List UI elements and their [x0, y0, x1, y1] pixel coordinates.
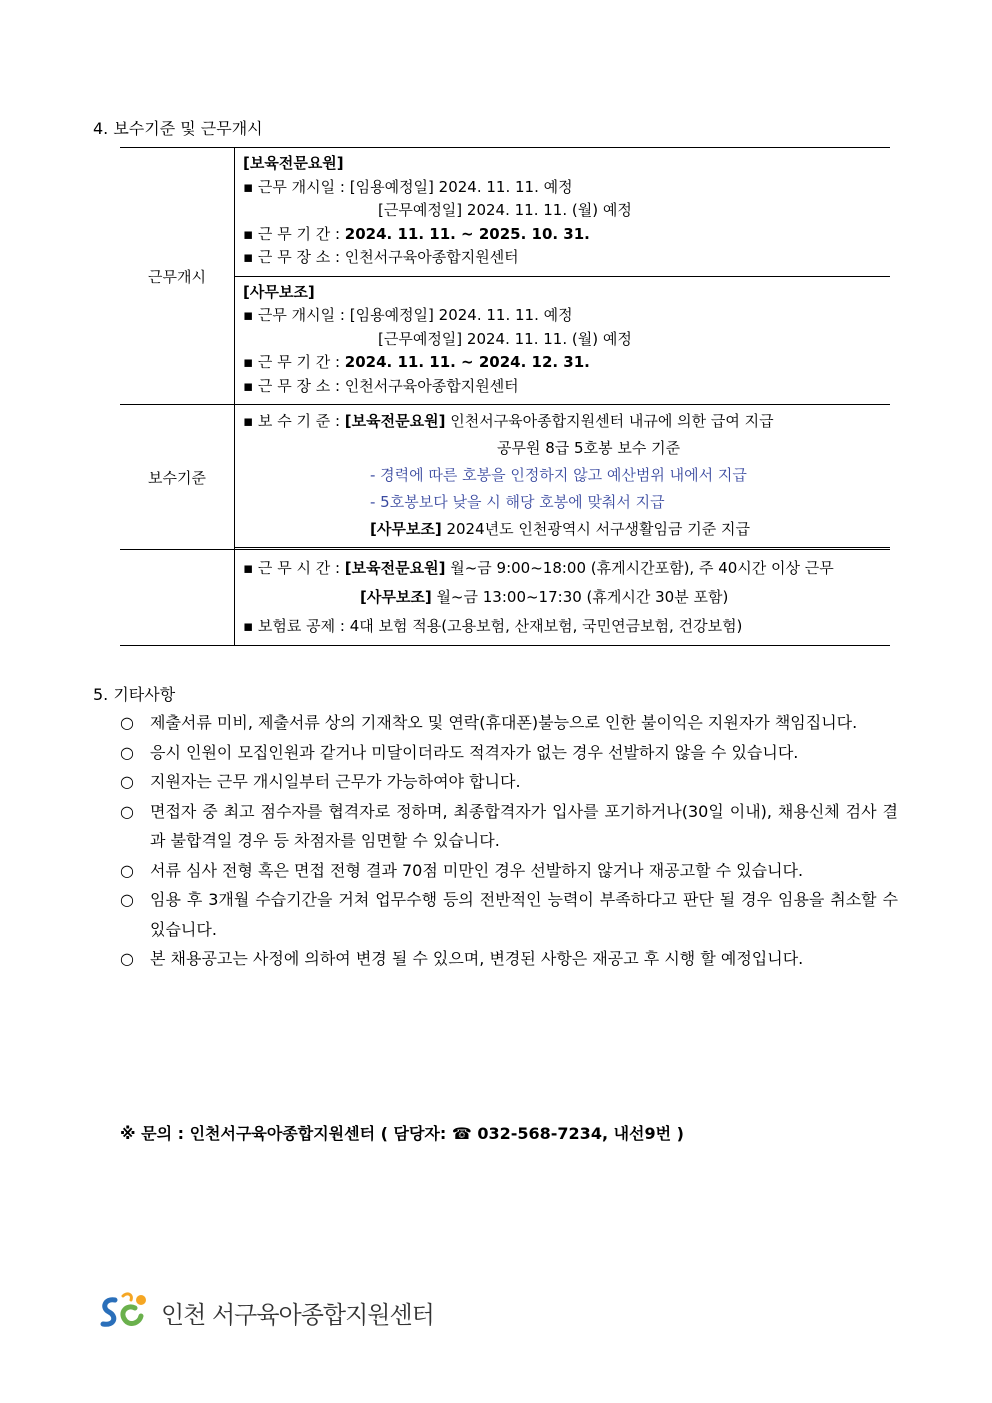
insurance-line: ▪ 보험료 공제 : 4대 보험 적용(고용보험, 산재보험, 국민연금보험, 건강보험) — [243, 617, 743, 635]
pay-text-3: 2024년도 인천광역시 서구생활임금 기준 지급 — [441, 520, 751, 538]
period-label: ▪ 근 무 기 간 : — [243, 353, 345, 371]
hours-line-1 — [243, 554, 890, 583]
period-label: ▪ 근 무 기 간 : — [243, 224, 345, 243]
pay-line-assistant — [243, 516, 890, 543]
bullet-circle-icon: ○ — [120, 949, 134, 968]
period-value: 2024. 11. 11. ~ 2024. 12. 31. — [344, 353, 590, 371]
pay-line-2: 공무원 8급 5호봉 보수 기준 — [497, 439, 681, 457]
list-item-text: 본 채용공고는 사정에 의하여 변경 될 수 있으며, 변경된 사항은 재공고 후 시행 할 예정입니다. — [150, 949, 804, 968]
list-item-text: 제출서류 미비, 제출서류 상의 기재착오 및 연락(휴대폰)불능으로 인한 불이익은 지원자가 책임집니다. — [150, 713, 858, 732]
pay-note-2: - 5호봉보다 낮을 시 해당 호봉에 맞춰서 지급 — [370, 493, 665, 511]
pay-standard-cell — [235, 405, 891, 550]
bullet-circle-icon: ○ — [120, 890, 134, 909]
bullet-circle-icon: ○ — [120, 772, 134, 791]
work-start-label: 근무개시 — [120, 148, 235, 405]
block-office-assistant — [235, 276, 891, 405]
list-item — [120, 944, 898, 974]
bullet-circle-icon: ○ — [120, 860, 134, 880]
list-item — [120, 738, 898, 768]
pay-note-1: - 경력에 따른 호봉을 인정하지 않고 예산범위 내에서 지급 — [370, 466, 747, 484]
hours-label: ▪ 근 무 시 간 : — [243, 559, 345, 577]
start-date-line: ▪ 근무 개시일 : [임용예정일] 2024. 11. 11. 예정 — [243, 177, 573, 196]
other-notes-list — [120, 708, 898, 974]
pay-label: ▪ 보 수 기 준 : — [243, 412, 345, 430]
list-item — [120, 885, 898, 944]
center-logo-icon — [97, 1290, 153, 1334]
inquiry-line: ※ 문의 : 인천서구육아종합지원센터 ( 담당자: ☎ 032-568-7234, 내선9번 ) — [120, 1124, 684, 1143]
list-item-text: 응시 인원이 모집인원과 같거나 미달이더라도 적격자가 없는 경우 선발하지 않을 수 있습니다. — [150, 742, 799, 762]
list-item-text: 임용 후 3개월 수습기간을 거쳐 업무수행 등의 전반적인 능력이 부족하다고 판단 될 경우 임용을 취소할 수 있습니다. — [150, 890, 898, 939]
block-heading: [보육전문요원] — [243, 154, 344, 172]
list-item-text: 서류 심사 전형 혹은 면접 전형 결과 70점 미만인 경우 선발하지 않거나 재공고할 수 있습니다. — [150, 860, 804, 880]
block-heading: [사무보조] — [243, 282, 315, 301]
hours-label-cell — [120, 548, 235, 646]
list-item — [120, 767, 898, 797]
center-logo — [97, 1290, 434, 1334]
pay-standard-label: 보수기준 — [120, 405, 235, 550]
period-line — [243, 223, 890, 247]
section-4-title: 4. 보수기준 및 근무개시 — [93, 119, 263, 138]
pay-line-1 — [243, 408, 890, 435]
hours-text-2: 월~금 13:00~17:30 (휴게시간 30분 포함) — [431, 588, 729, 606]
section-5-title: 5. 기타사항 — [93, 685, 176, 704]
center-logo-text: 인천 서구육아종합지원센터 — [161, 1300, 434, 1329]
list-item — [120, 797, 898, 856]
bullet-circle-icon: ○ — [120, 713, 134, 732]
place-line: ▪ 근 무 장 소 : 인천서구육아종합지원센터 — [243, 376, 519, 395]
hours-tag-assistant: [사무보조] — [360, 588, 432, 606]
bullet-circle-icon: ○ — [120, 801, 134, 821]
hours-text-1: 월~금 9:00~18:00 (휴게시간포함), 주 40시간 이상 근무 — [445, 559, 834, 577]
hours-cell — [235, 548, 891, 646]
list-item — [120, 856, 898, 886]
pay-text-1: 인천서구육아종합지원센터 내규에 의한 급여 지급 — [445, 412, 774, 430]
pay-tag-specialist: [보육전문요원] — [344, 412, 446, 430]
list-item-text: 지원자는 근무 개시일부터 근무가 가능하여야 합니다. — [150, 772, 521, 791]
list-item-text: 면접자 중 최고 점수자를 협격자로 정하며, 최종합격자가 입사를 포기하거나(30일 이내), 채용신체 검사 결과 불합격일 경우 등 차점자를 임면할 수 있습니다. — [150, 801, 898, 850]
hours-tag-specialist: [보육전문요원] — [344, 559, 446, 577]
place-line: ▪ 근 무 장 소 : 인천서구육아종합지원센터 — [243, 248, 519, 266]
start-date-line: ▪ 근무 개시일 : [임용예정일] 2024. 11. 11. 예정 — [243, 306, 573, 324]
list-item — [120, 708, 898, 738]
start-date-line-2: [근무예정일] 2024. 11. 11. (월) 예정 — [378, 329, 632, 348]
pay-tag-assistant: [사무보조] — [370, 520, 442, 538]
hours-table — [120, 547, 890, 646]
period-value: 2024. 11. 11. ~ 2025. 10. 31. — [344, 224, 590, 243]
hours-line-2 — [243, 583, 890, 612]
start-date-line-2: [근무예정일] 2024. 11. 11. (월) 예정 — [378, 201, 632, 219]
period-line — [243, 351, 890, 375]
pay-and-start-table — [120, 147, 890, 550]
bullet-circle-icon: ○ — [120, 742, 134, 762]
block-childcare-specialist — [235, 148, 891, 277]
